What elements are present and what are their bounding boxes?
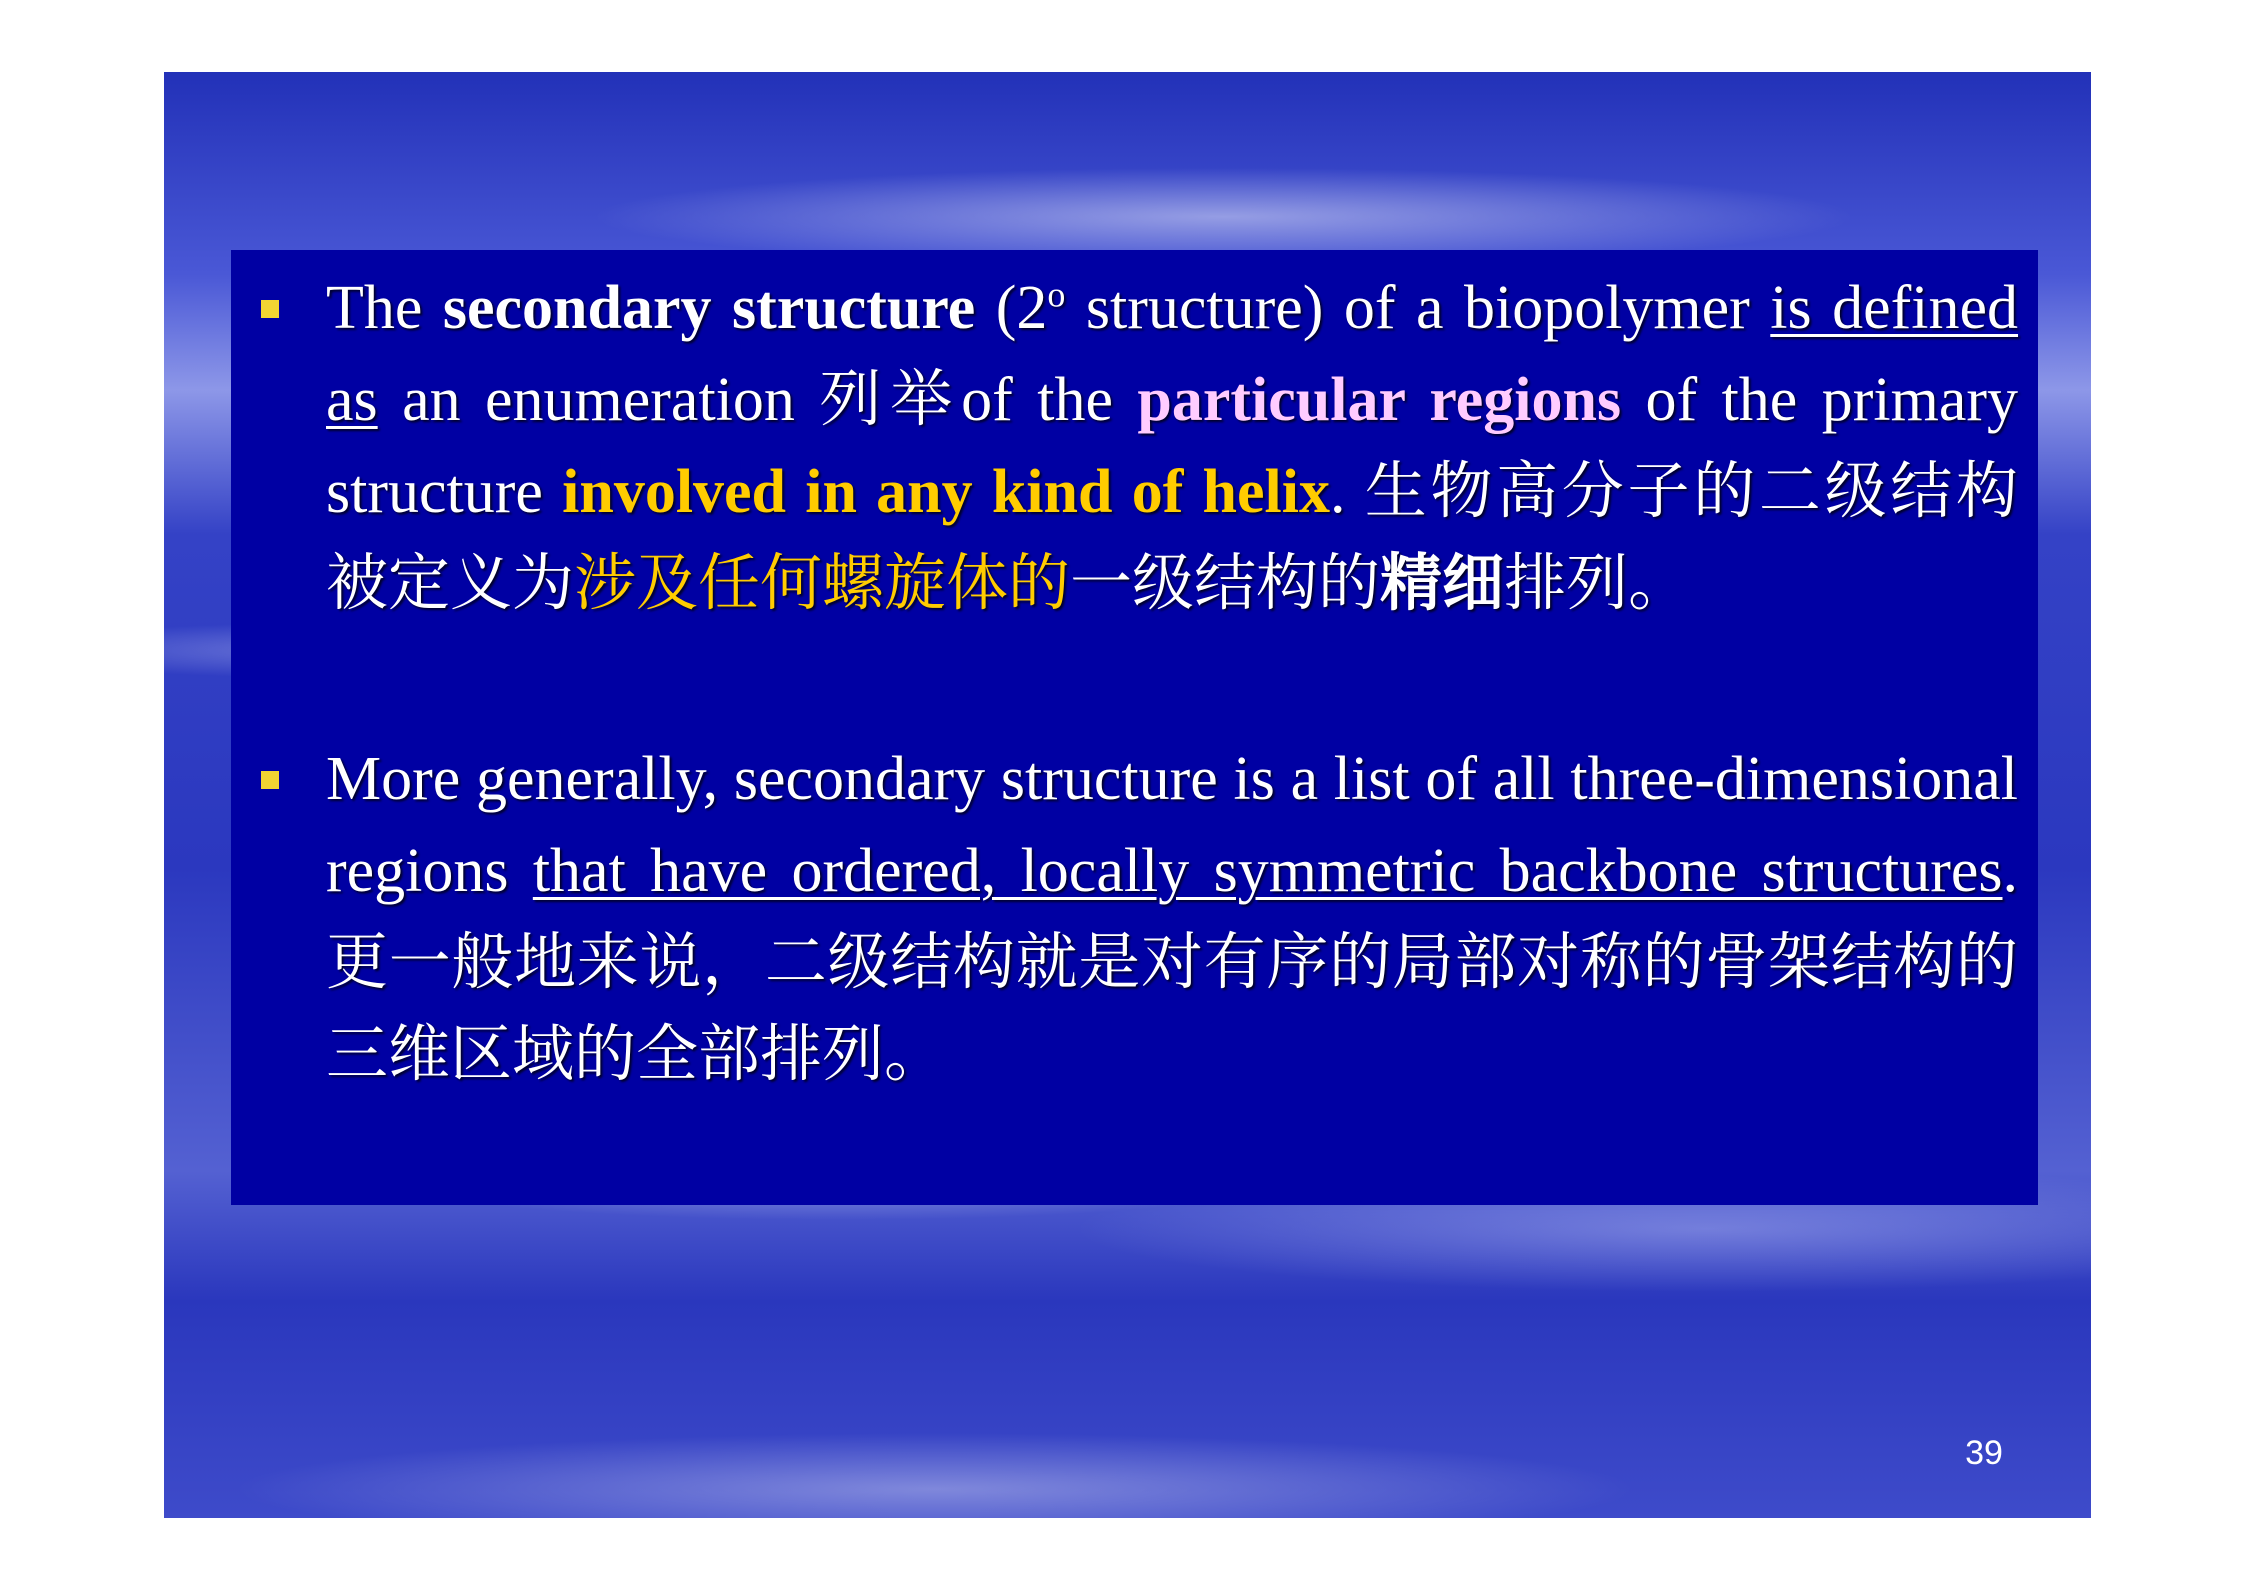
text-segment: structure) of a biopolymer	[1065, 274, 1771, 342]
highlight-involved-helix: involved in any kind of helix	[562, 458, 1330, 526]
text-segment: 排列。	[1504, 550, 1691, 618]
highlight-fine: 精细	[1380, 550, 1505, 618]
highlight-particular-regions: particular regions	[1137, 366, 1622, 434]
text-segment: . 生物高分子的二级结构被定义为	[326, 458, 2018, 618]
text-segment: 一级结构的	[1070, 550, 1381, 618]
underlined-phrase: that have ordered, locally symmetric backbone structures	[532, 837, 2003, 905]
square-bullet-icon	[261, 771, 279, 789]
content-box	[231, 250, 2038, 1205]
text-segment: The	[326, 274, 443, 342]
square-bullet-icon	[261, 300, 279, 318]
text-segment: of the primary structure	[326, 366, 2018, 526]
bullet-text-1	[326, 262, 2018, 630]
slide-number: 39	[1965, 1434, 2003, 1472]
highlight-helix-chinese: 涉及任何螺旋体的	[574, 550, 1071, 618]
bullet-text-2	[326, 733, 2018, 1101]
term-secondary-structure: secondary structure	[442, 274, 976, 342]
underlined-phrase: is defined as	[326, 274, 2019, 434]
text-segment: .更一般地来说，二级结构就是对有序的局部对称的骨架结构的三维区域的全部排列。	[326, 837, 2018, 1089]
text-segment: More generally, secondary structure is a list of all three-dimensional regions	[326, 745, 2018, 905]
text-segment: (2	[975, 274, 1048, 342]
slide	[164, 72, 2091, 1518]
degree-superscript: o	[1047, 274, 1066, 315]
text-segment: an enumeration 列举of the	[377, 366, 1138, 434]
